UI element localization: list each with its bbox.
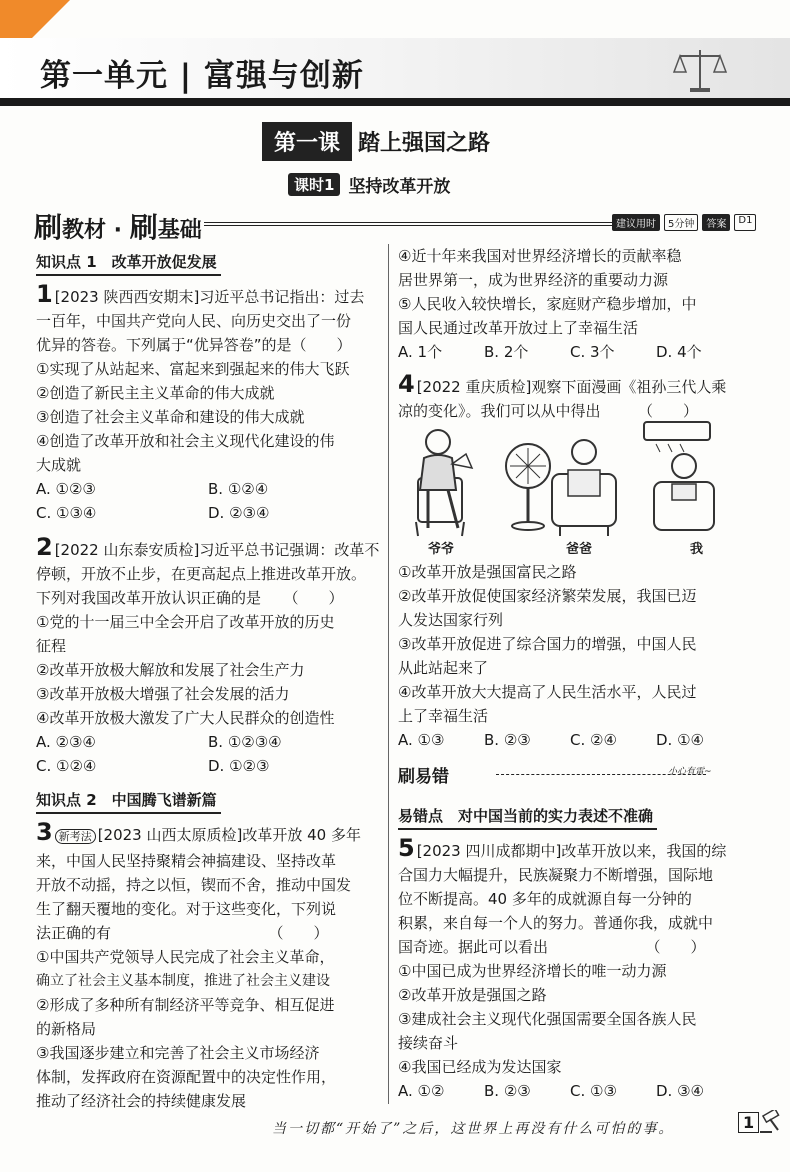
q5-line-9: ④我国已经成为发达国家 (398, 1058, 562, 1076)
question-1 (36, 282, 382, 525)
mistake-note: 小心有雷~ (668, 767, 712, 777)
q2-option-a[interactable]: A. ②③④ (36, 733, 96, 751)
question-3 (36, 820, 382, 1113)
q3-line-5: ①中国共产党领导人民完成了社会主义革命， (36, 948, 335, 966)
gavel-icon (758, 1110, 784, 1134)
q3-option-d[interactable]: D. 4个 (656, 343, 702, 361)
q3-line-3: 生了翻天覆地的变化。对于这些变化，下列说 (36, 900, 337, 918)
electric-fan (506, 444, 550, 530)
q4-option-b[interactable]: B. ②③ (484, 731, 531, 749)
cartoon-illustration (398, 418, 754, 558)
question-2 (36, 535, 382, 778)
q5-line-7: ③建成社会主义现代化强国需要全国各族人民 (398, 1010, 697, 1028)
q2-option-c[interactable]: C. ①②④ (36, 757, 97, 775)
q2-line-0: [2022 山东泰安质检]习近平总书记强调：改革不 (54, 541, 380, 559)
q2-line-2: 下列对我国改革开放认识正确的是 （ ） (36, 589, 344, 607)
lesson-title (262, 124, 490, 158)
q5-line-3: 积累，来自每一个人的努力。普通你我，成就中 (398, 914, 714, 932)
lesson-name: 踏上强国之路 (358, 130, 491, 156)
time-value: 5分钟 (664, 214, 698, 231)
scale-icon (672, 44, 728, 94)
q4-line-0: [2022 重庆质检]观察下面漫画《祖孙三代人乘 (416, 378, 727, 396)
q4-option-d[interactable]: D. ①④ (656, 731, 704, 749)
time-label: 建议用时 (612, 214, 660, 231)
caption-father: 爸爸 (566, 542, 593, 557)
q4-item-4: 从此站起来了 (398, 659, 489, 677)
q2-line-4: 征程 (36, 637, 67, 655)
q1-line-6: ④创造了改革开放和社会主义现代化建设的伟 (36, 432, 335, 450)
answer-value: D1 (734, 214, 756, 231)
q2-line-5: ②改革开放极大解放和发展了社会生产力 (36, 661, 305, 679)
section-title-c: 刷 (129, 211, 158, 244)
q1-line-3: ①实现了从站起来、富起来到强起来的伟大飞跃 (36, 360, 350, 378)
q2-line-6: ③改革开放极大增强了社会发展的活力 (36, 685, 290, 703)
q3-line-6: 确立了社会主义基本制度，推进了社会主义建设 (36, 973, 330, 989)
question-5 (398, 836, 754, 1103)
period-name: 坚持改革开放 (348, 177, 451, 197)
section-title (34, 206, 202, 246)
section-title-a: 刷 (34, 211, 63, 244)
section-divider (204, 222, 624, 226)
unit-title: 第一单元 | 富强与创新 (40, 58, 364, 94)
q5-option-b[interactable]: B. ②③ (484, 1082, 531, 1100)
q5-line-8: 接续奋斗 (398, 1034, 459, 1052)
grandpa-figure (416, 430, 472, 536)
q2-line-1: 停顿，开放不止步，在更高起点上推进改革开放。 (36, 565, 367, 583)
father-figure (552, 440, 616, 536)
q5-line-6: ②改革开放是强国之路 (398, 986, 547, 1004)
child-figure (654, 454, 714, 530)
mistake-point: 易错点 对中国当前的实力表述不准确 (398, 804, 657, 830)
q2-line-3: ①党的十一届三中全会开启了改革开放的历史 (36, 613, 335, 631)
q3-line-8: 的新格局 (36, 1020, 97, 1038)
q3-cont-1: 居世界第一，成为世界经济的重要动力源 (398, 271, 669, 289)
air-conditioner (644, 422, 710, 452)
mistake-section-title: 刷易错 (398, 767, 449, 787)
q4-item-2: 人发达国家行列 (398, 611, 504, 629)
q3-line-1: 来，中国人民坚持聚精会神搞建设、坚持改革 (36, 852, 337, 870)
q5-option-d[interactable]: D. ③④ (656, 1082, 704, 1100)
q1-line-1: 一百年，中国共产党向人民、向历史交出了一份 (36, 312, 352, 330)
question-number: 5 (398, 834, 415, 862)
q3-cont-2: ⑤人民收入较快增长，家庭财产稳步增加，中 (398, 295, 697, 313)
q5-line-2: 位不断提高。40 多年的成就源自每一分钟的 (398, 890, 692, 908)
right-column-mid (398, 560, 754, 752)
footer-quote: 当一切都“开始了”之后，这世界上再没有什么可怕的事。 (272, 1121, 675, 1137)
q4-line-1: 凉的变化》。我们可以从中得出 （ ） (398, 402, 699, 420)
q1-line-0: [2023 陕西西安期末]习近平总书记指出：过去 (54, 288, 365, 306)
q4-item-0: ①改革开放是强国富民之路 (398, 563, 577, 581)
q5-line-5: ①中国已成为世界经济增长的唯一动力源 (398, 962, 667, 980)
unit-underline (0, 98, 790, 106)
q1-line-5: ③创造了社会主义革命和建设的伟大成就 (36, 408, 305, 426)
q1-option-c[interactable]: C. ①③④ (36, 504, 97, 522)
section-title-d: 基础 (157, 218, 202, 243)
period-title (288, 172, 450, 197)
q4-item-6: 上了幸福生活 (398, 707, 489, 725)
q3-line-0: [2023 山西太原质检]改革开放 40 多年 (97, 826, 361, 844)
q5-option-c[interactable]: C. ①③ (570, 1082, 617, 1100)
section-bar (34, 206, 753, 244)
column-divider (388, 244, 389, 1104)
answer-label: 答案 (702, 214, 730, 231)
q3-line-10: 体制，发挥政府在资源配置中的决定性作用， (36, 1068, 337, 1086)
q4-item-1: ②改革开放促使国家经济繁荣发展，我国已迈 (398, 587, 697, 605)
q3-line-9: ③我国逐步建立和完善了社会主义市场经济 (36, 1044, 320, 1062)
knowledge-point-2: 知识点 2 中国腾飞谱新篇 (36, 788, 221, 814)
q4-option-a[interactable]: A. ①③ (398, 731, 445, 749)
q4-option-c[interactable]: C. ②④ (570, 731, 617, 749)
q5-line-4: 国奇迹。据此可以看出 （ ） (398, 938, 706, 956)
q3-line-2: 开放不动摇，持之以恒，锲而不舍，推动中国发 (36, 876, 352, 894)
q1-option-d[interactable]: D. ②③④ (208, 504, 270, 522)
section-meta (612, 214, 756, 231)
caption-grandpa: 爷爷 (428, 542, 455, 557)
q3-line-7: ②形成了多种所有制经济平等竞争、相互促进 (36, 996, 335, 1014)
question-number: 1 (36, 280, 53, 308)
q5-line-0: [2023 四川成都期中]改革开放以来，我国的综 (416, 842, 727, 860)
q1-option-a[interactable]: A. ①②③ (36, 480, 96, 498)
q2-line-7: ④改革开放极大激发了广大人民群众的创造性 (36, 709, 335, 727)
q5-option-a[interactable]: A. ①② (398, 1082, 445, 1100)
lesson-tag: 第一课 (262, 122, 352, 161)
q1-line-4: ②创造了新民主主义革命的伟大成就 (36, 384, 275, 402)
question-number: 3 (36, 818, 53, 846)
right-column-bottom (398, 804, 754, 1103)
q3-option-c[interactable]: C. 3个 (570, 343, 615, 361)
q1-option-b[interactable]: B. ①②④ (208, 480, 269, 498)
question-number: 4 (398, 370, 415, 398)
page-number: 1 (738, 1112, 759, 1133)
period-tag: 课时1 (288, 173, 340, 196)
q5-line-1: 合国力大幅提升，民族凝聚力不断增强，国际地 (398, 866, 714, 884)
caption-me: 我 (690, 542, 704, 557)
q3-option-b[interactable]: B. 2个 (484, 343, 529, 361)
q3-cont-3: 国人民通过改革开放过上了幸福生活 (398, 319, 639, 337)
q1-line-7: 大成就 (36, 456, 82, 474)
q2-option-b[interactable]: B. ①②③④ (208, 733, 282, 751)
section-title-b: 教材 · (62, 218, 130, 243)
new-method-tag: 新考法 (55, 829, 96, 844)
q1-line-2: 优异的答卷。下列属于“优异答卷”的是（ ） (36, 336, 352, 354)
q3-line-4: 法正确的有 （ ） (36, 924, 329, 942)
right-column-top (398, 244, 754, 423)
knowledge-point-1: 知识点 1 改革开放促发展 (36, 250, 221, 276)
q2-option-d[interactable]: D. ①②③ (208, 757, 270, 775)
q4-item-5: ④改革开放大大提高了人民生活水平，人民过 (398, 683, 697, 701)
q3-cont-0: ④近十年来我国对世界经济增长的贡献率稳 (398, 247, 682, 265)
question-4 (398, 372, 754, 423)
q3-option-a[interactable]: A. 1个 (398, 343, 443, 361)
question-number: 2 (36, 533, 53, 561)
q4-item-3: ③改革开放促进了综合国力的增强，中国人民 (398, 635, 697, 653)
left-column (36, 250, 382, 1113)
q3-line-11: 推动了经济社会的持续健康发展 (36, 1092, 247, 1110)
